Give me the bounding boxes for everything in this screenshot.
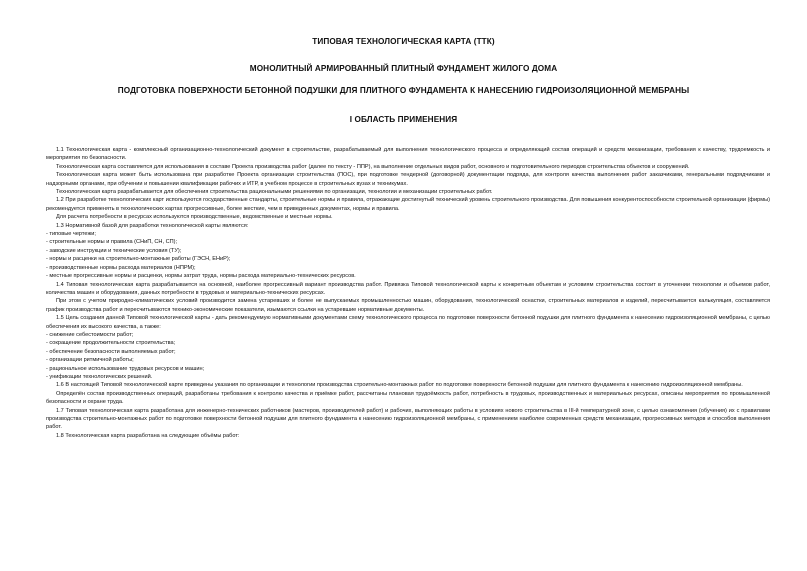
paragraph: Технологическая карта составляется для использования в составе Проекта производства работ (далее по тексту - ППР), на выполнение отдельных видов работ, основного и подготовительного периодов строительства объектов и сооружений. xyxy=(56,163,690,170)
list-item: - местные прогрессивные нормы и расценки, нормы затрат труда, нормы расхода материально-технических ресурсов. xyxy=(46,273,356,280)
list-item: - организации ритмичной работы; xyxy=(46,357,134,364)
paragraph-1-4: 1.4 Типовая технологическая карта разрабатывается на основной, наиболее прогрессивный вариант производства работ. Привязка Типовой технологической карты к конкретным объектам и условиям строительства состоит в уточнении технологии и объемов работ, количества машин и оборудования, данных потребности в трудовых и материально-технических ресурсах. xyxy=(46,281,770,296)
paragraph-1-5: 1.5 Цель создания данной Типовой технологической карты - дать рекомендуемую нормативными документами схему технологического процесса по подготовке поверхности бетонной подушки для плитного фундамента к нанесению гидроизоляционной мембраны, с целью обеспечения их высокого качества, а также: xyxy=(46,315,770,330)
paragraph: Определён состав производственных операций, разработаны требования к контролю качества и приёмке работ, рассчитаны плановая трудоёмкость работ, потребность в трудовых, производственных и материальных ресурсах, описаны мероприятия по промышленной безопасности и охране труда. xyxy=(46,390,770,406)
paragraph-1-8: 1.8 Технологическая карта разработана на следующие объёмы работ: xyxy=(56,432,240,439)
document-type-title: ТИПОВАЯ ТЕХНОЛОГИЧЕСКАЯ КАРТА (ТТК) xyxy=(312,37,495,46)
list-item: - сокращение продолжительности строительства; xyxy=(46,340,176,347)
list-item: - производственные нормы расхода материалов (НПРМ); xyxy=(46,264,196,271)
paragraph-1-6: 1.6 В настоящей Типовой технологической карте приведены указания по организации и технологии производства строительно-монтажных работ по подготовке поверхности бетонной подушки для плитного фундамента к нанесению гидроизоляционной мембраны. xyxy=(56,382,743,389)
list-item: - снижение себестоимости работ; xyxy=(46,331,134,338)
list-item: - типовые чертежи; xyxy=(46,231,96,238)
paragraph: Для расчета потребности в ресурсах используются производственные, ведомственные и местные нормы. xyxy=(56,214,333,221)
paragraph-1-1: 1.1 Технологическая карта - комплексный организационно-технологический документ в строительстве, разрабатываемый для выполнения технологического процесса и определяющий состав операций и средств механизации, требования к качеству, трудоемкость и мероприятия по безопасности. xyxy=(46,147,770,162)
subject-title: ПОДГОТОВКА ПОВЕРХНОСТИ БЕТОННОЙ ПОДУШКИ ДЛЯ ПЛИТНОГО ФУНДАМЕНТА К НАНЕСЕНИЮ ГИДРОИЗОЛЯЦИОННОЙ МЕМБРАНЫ xyxy=(117,86,690,95)
list-item: - нормы и расценки на строительно-монтажные работы (ГЭСН, ЕНиР); xyxy=(46,256,231,263)
list-item: - унификации технологических решений. xyxy=(46,373,153,380)
list-item: - заводские инструкции и технические условия (ТУ); xyxy=(46,247,182,254)
list-item: - строительные нормы и правила (СНиП, СН, СП); xyxy=(46,239,178,246)
object-title: МОНОЛИТНЫЙ АРМИРОВАННЫЙ ПЛИТНЫЙ ФУНДАМЕНТ ЖИЛОГО ДОМА xyxy=(249,64,558,73)
paragraph-1-3: 1.3 Нормативной базой для разработки технологической карты являются: xyxy=(56,222,249,229)
paragraph: Технологическая карта может быть использована при разработке Проекта организации строительства (ПОС), при подготовке тендерной (договорной) документации подряда, для контроля качества выполнения работ заказчиками, генеральными подрядчиками и надзорными органами, при обучении и повышении квалификации рабочих и ИТР, в учебном процессе в строительных вузах и техникумах. xyxy=(46,172,770,187)
list-item: - рациональное использование трудовых ресурсов и машин; xyxy=(46,365,205,372)
section-heading: I ОБЛАСТЬ ПРИМЕНЕНИЯ xyxy=(349,115,458,124)
list-item: - обеспечение безопасности выполняемых работ; xyxy=(46,348,176,355)
paragraph-1-2: 1.2 При разработке технологических карт используются государственные стандарты, строительные нормы и правила, отражающие достигнутый технический уровень строительного производства. Для повышения конкурентоспособности строительной организации (фирмы) рекомендуется применять в технологических картах прогрессивные, более жесткие, чем в приведенных документах, нормы и правила. xyxy=(46,197,770,212)
paragraph-1-7: 1.7 Типовая технологическая карта разработана для инженерно-технических работников (мастеров, производителей работ) и рабочих, выполняющих работы в условиях нового строительства в III-й температурной зоне, с целью ознакомления (обучения) их с правилами производства строительно-монтажных работ по подготовке поверхности бетонной подушки для плитного фундамента к нанесению гидроизоляционной мембраны, с применением наиболее современных средств механизации, прогрессивных методов и способов выполнения работ. xyxy=(46,407,770,431)
paragraph: Технологическая карта разрабатывается для обеспечения строительства рациональными решениями по организации, технологии и механизации строительных работ. xyxy=(56,189,493,196)
document-body xyxy=(46,146,770,440)
paragraph: При этом с учетом природно-климатических условий производится замена устаревших и более не выпускаемых промышленностью машин, оборудования, технологической оснастки, строительных материалов и изделий, пересчитывается калькуляция, составляется график производства работ и пересчитываются технико-экономические показатели, изымаются ссылки на устаревшие нормативные документы. xyxy=(46,298,770,313)
